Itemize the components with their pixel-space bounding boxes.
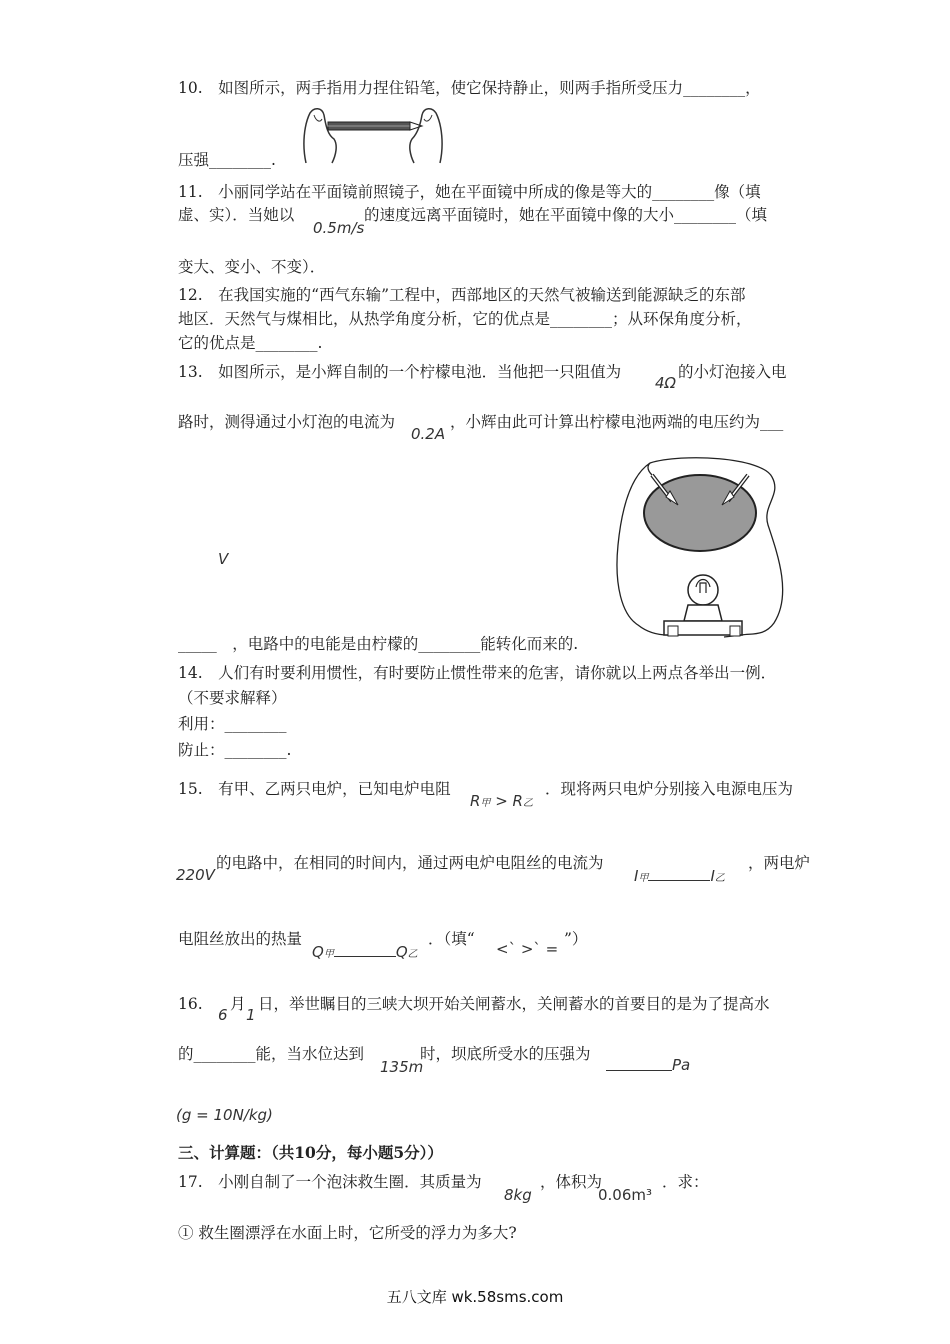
q15-i-yi: I — [710, 867, 715, 885]
q14-line1: 14. 人们有时要利用惯性，有时要防止惯性带来的危害，请你就以上两点各举出一例． — [178, 664, 777, 682]
lemon-battery-figure — [612, 455, 792, 650]
q15-line1a: 15. 有甲、乙两只电炉，已知电炉电阻 — [178, 780, 451, 798]
q16-line1c: 日，举世瞩目的三峡大坝开始关闸蓄水，关闸蓄水的首要目的是为了提高水 — [258, 995, 770, 1013]
q11-line2a: 虚、实）．当她以 — [178, 206, 295, 224]
q15-q-blank — [334, 942, 396, 957]
q12-line1: 12. 在我国实施的“西气东输”工程中，西部地区的天然气被输送到能源缺乏的东部 — [178, 286, 746, 304]
q15-line2b: ，两电炉 — [748, 854, 811, 872]
q17-mass: 8kg — [504, 1186, 532, 1204]
q17-volume: 0.06m³ — [598, 1186, 653, 1204]
q15-q-jia: Q — [312, 943, 324, 961]
q15-voltage: 220V — [176, 866, 215, 884]
q16-pressure-blank — [606, 1056, 672, 1071]
footer-watermark: 五八文库 wk.58sms.com — [386, 1288, 564, 1306]
q15-i-blank — [648, 866, 710, 881]
q15-line1b: ．现将两只电炉分别接入电源电压为 — [545, 780, 794, 798]
q11-line2b: 的速度远离平面镜时，她在平面镜中像的大小________（填 — [364, 206, 768, 224]
q15-r-jia: R — [470, 792, 481, 810]
q15-i-jia-sub: 甲 — [638, 873, 649, 884]
q14-line2: （不要求解释） — [178, 689, 287, 707]
q16-month: 6 — [218, 1006, 228, 1024]
q13-current: 0.2A — [411, 425, 446, 443]
q16-unit-pa: Pa — [672, 1056, 691, 1074]
q17-sub1: ① 救生圈漂浮在水面上时，它所受的浮力为多大? — [178, 1224, 517, 1242]
q11-line3: 变大、变小、不变）． — [178, 258, 326, 276]
q11-speed: 0.5m/s — [313, 219, 365, 237]
q15-symbols: <` >` = — [496, 940, 559, 958]
q15-i-jia: I — [634, 867, 639, 885]
q13-line1b: 的小灯泡接入电 — [678, 363, 787, 381]
q13-line2b: ，小辉由此可计算出柠檬电池两端的电压约为___ — [450, 413, 784, 431]
section3-heading: 三、计算题：（共10分，每小题5分）） — [178, 1143, 443, 1162]
pencil-fingers-figure — [298, 105, 448, 165]
q16-height: 135m — [380, 1058, 424, 1076]
q15-line2a: 的电路中，在相同的时间内，通过两电炉电阻丝的电流为 — [216, 854, 604, 872]
q16-g-value: (g = 10N/kg) — [176, 1106, 273, 1124]
q10-line2: 压强________. — [178, 151, 276, 169]
q16-line1a: 16. — [178, 995, 219, 1013]
q15-q-jia-sub: 甲 — [323, 949, 334, 960]
q15-line3c: ”） — [564, 930, 588, 948]
q16-line1b: 月 — [230, 995, 246, 1013]
q15-r-jia-sub: 甲 — [480, 798, 491, 809]
q13-resistance: 4Ω — [655, 374, 677, 392]
q17-line1c: ．求： — [662, 1173, 709, 1191]
q15-r-yi: R — [512, 792, 523, 810]
q16-line2b: 时，坝底所受水的压强为 — [420, 1045, 591, 1063]
q17-line1b: ，体积为 — [540, 1173, 603, 1191]
q14-use: 利用：________ — [178, 715, 287, 733]
q15-q-yi: Q — [395, 943, 408, 961]
q15-r-relation — [470, 792, 533, 810]
q10-line1: 10. 如图所示，两手指用力捏住铅笔，使它保持静止，则两手指所受压力________， — [178, 79, 761, 97]
q12-line3: 它的优点是________. — [178, 334, 323, 352]
q13-line2a: 路时，测得通过小灯泡的电流为 — [178, 413, 396, 431]
q16-line2a: 的________能，当水位达到 — [178, 1045, 365, 1063]
q13-line3: _____ ，电路中的电能是由柠檬的________能转化而来的. — [178, 635, 579, 653]
q17-line1a: 17. 小刚自制了一个泡沫救生圈．其质量为 — [178, 1173, 482, 1191]
q13-line1a: 13. 如图所示，是小辉自制的一个柠檬电池．当他把一只阻值为 — [178, 363, 622, 381]
q15-line3a: 电阻丝放出的热量 — [178, 930, 303, 948]
q14-prevent: 防止：________. — [178, 741, 292, 759]
q15-r-yi-sub: 乙 — [522, 798, 533, 809]
q12-line2: 地区．天然气与煤相比，从热学角度分析，它的优点是________；从环保角度分析， — [178, 310, 752, 328]
q15-i-relation — [634, 866, 725, 885]
q15-q-yi-sub: 乙 — [407, 949, 418, 960]
q15-i-yi-sub: 乙 — [714, 873, 725, 884]
q15-line3b: ．（填“ — [428, 930, 475, 948]
q16-day: 1 — [246, 1006, 256, 1024]
q15-gt: > — [490, 792, 513, 810]
q11-line1: 11. 小丽同学站在平面镜前照镜子，她在平面镜中所成的像是等大的________像（填 — [178, 183, 761, 201]
q15-q-relation — [312, 942, 418, 961]
q13-unit-v: V — [218, 550, 229, 568]
